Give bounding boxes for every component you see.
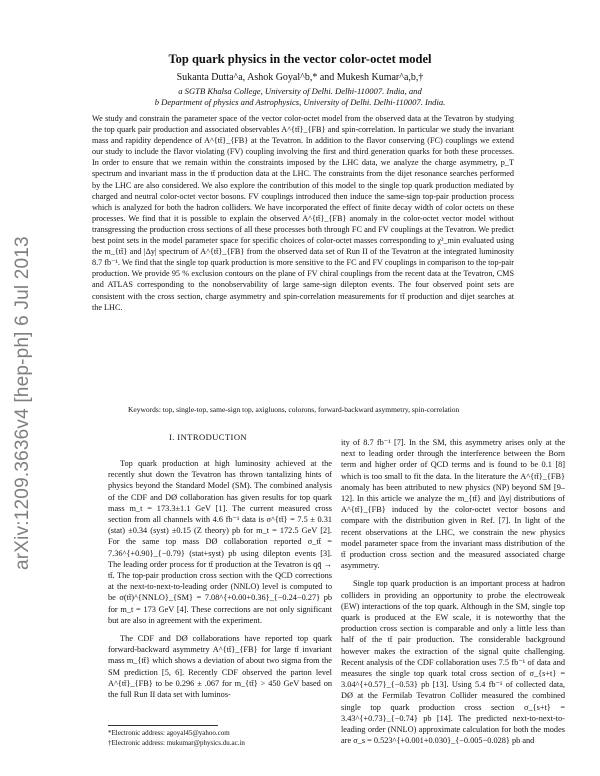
footnote-email-2: †Electronic address: mukumar@physics.du.ac.in xyxy=(108,738,245,747)
arxiv-identifier-stamp xyxy=(10,150,32,570)
footnotes xyxy=(108,729,332,748)
paragraph: The CDF and DØ collaborations have reported top quark forward-backward asymmetry A^{tt̄}_{FB} for large tt̄ invariant mass m_{tt̄} which shows a deviation of about two sigma from the SM prediction [5, 6]. Recently CDF observed the parton level A^{tt̄}_{FB} to be 0.296 ± .067 for m_{tt̄} > 450 GeV based on the full Run II data set with luminos- xyxy=(108,634,332,700)
author-list: Sukanta Dutta^a, Ashok Goyal^b,* and Mukesh Kumar^a,b,† xyxy=(176,72,424,83)
affiliation-a: a SGTB Khalsa College, University of Delhi. Delhi-110007. India, and xyxy=(178,86,422,96)
paragraph: Top quark production at high luminosity achieved at the recently shut down the Tevatron has thrown tantalizing hints of physics beyond the Standard Model (SM). The combined analysis of the CDF and DØ collaboration has given results for top quark mass m_t = 173.3±1.1 GeV [1]. The current measured cross section from all channels with 4.6 fb⁻¹ data is σ^{tt̄} = 7.5 ± 0.31 (stat) ±0.34 (syst) ±0.15 (Z theory) pb for m_t = 172.5 GeV [2]. For the same top mass DØ collaboration reported σ_tt̄ = 7.36^{+0.90}_{−0.79} (stat+syst) pb using dilepton events [3]. The leading order process for tt̄ production at the Tevatron is qq̄ → tt̄. The top-pair production cross section with the QCD corrections at the next-to-next-to-leading order (NNLO) level is computed to be σ(tt̄)^{NNLO}_{SM} = 7.08^{+0.00+0.36}_{−0.24−0.27} pb for m_t = 173 GeV [4]. These corrections are not only significant but are also in agreement with the experiment. xyxy=(108,459,332,625)
right-column xyxy=(341,437,565,772)
abstract: We study and constrain the parameter space of the vector color-octet model from the observed data at the Tevatron by studying the top quark pair production and associated observables A^{tt̄}_{FB} and spin-correlation. In particular we study the invariant mass and rapidity dependence of A^{tt̄}_{FB} at the Tevatron. In addition to the flavor conserving (FC) couplings we extend our study to include the flavor violating (FV) coupling involving the first and third generation quarks for both these processes. In order to ensure that we remain within the constraints imposed by the LHC data, we analyze the charge asymmetry, p_T spectrum and invariant mass in the tt̄ production data at the LHC. The constraints from the dijet resonance searches performed by the LHC are also considered. We also explore the contribution of this model to the single top quark production mediated by charged and neutral color-octet vector bosons. FV couplings introduced then induce the same-sign top-pair production process which is analyzed for both the hadron colliders. We have incorporated the effect of finite decay width of color octets on these processes. We find that it is possible to explain the observed A^{tt̄}_{FB} anomaly in the color-octet vector model without transgressing the production cross sections of all these processes both through FC and FV couplings at the Tevatron. We predict best point sets in the model parameter space for specific choices of color-octet masses corresponding to χ²_min evaluated using the m_{tt̄} and |Δy| spectrum of A^{tt̄}_{FB} from the observed data set of Run II of the Tevatron at the integrated luminosity 8.7 fb⁻¹. We find that the single top quark production is more sensitive to the FC and FV couplings in comparison to the top-pair production. We provide 95 % exclusion contours on the plane of FV chiral couplings from the recent data at the Tevatron, CMS and ATLAS corresponding to the nonobservability of large same-sign dilepton events. The four observed point sets are consistent with the cross section, charge asymmetry and spin-correlation measurements for tt̄ production and dijet searches at the LHC. xyxy=(92,114,514,312)
arxiv-identifier: arXiv:1209.3636v4 [hep-ph] 6 Jul 2013 xyxy=(12,236,33,570)
left-column xyxy=(108,458,332,700)
affiliation-b: b Department of physics and Astrophysics, University of Delhi. Delhi-110007. India. xyxy=(154,97,446,107)
paper-title: Top quark physics in the vector color-octet model xyxy=(168,52,432,66)
footnote-rule xyxy=(108,725,218,726)
footnote-email-1: *Electronic address: agoyal45@yahoo.com xyxy=(108,729,230,737)
keywords: Keywords: top, single-top, same-sign top, axigluons, colorons, forward-backward asymmetry, spin-correlation xyxy=(128,405,460,414)
paragraph: ity of 8.7 fb⁻¹ [7]. In the SM, this asymmetry arises only at the next to leading order through the interference between the Born term and higher order of QCD terms and is found to be 0.1 [8] which is too small to fit the data. In the literature the A^{tt̄}_{FB} anomaly has been attributed to new physics (NP) beyond SM [9–12]. In this article we analyze the m_{tt̄} and |Δy| distributions of A^{tt̄}_{FB} induced by the color-octet vector bosons and compare with the distribution given in Ref. [7]. In light of the recent observations at the LHC, we constrain the new physics model parameter space from the invariant mass distribution of the tt̄ production cross section and the measured associated charge asymmetry. xyxy=(341,438,565,571)
section-heading-introduction: I. INTRODUCTION xyxy=(168,432,248,442)
paragraph: Single top quark production is an important process at hadron colliders in providing an opportunity to probe the electroweak (EW) interactions of the top quark. Although in the SM, single top quark is produced at the EW scale, it is noteworthy that the production cross section is comparable and only a little less than half of the tt̄ pair production. The considerable background however makes the extraction of the signal quite challenging. Recent analysis of the CDF collaboration uses 7.5 fb⁻¹ of data and measures the single top quark total cross section of σ_{s+t} = 3.04^{+0.57}_{−0.53} pb [13]. Using 5.4 fb⁻¹ of collected data, DØ at the Fermilab Tevatron Collider measured the combined single top quark production cross section σ_{s+t} = 3.43^{+0.73}_{−0.74} pb [14]. The predicted next-to-next-to-leading order (NNLO) approximate calculation for both the modes are σ_s = 0.523^{+0.001+0.030}_{−0.005−0.028} pb and xyxy=(341,579,565,746)
